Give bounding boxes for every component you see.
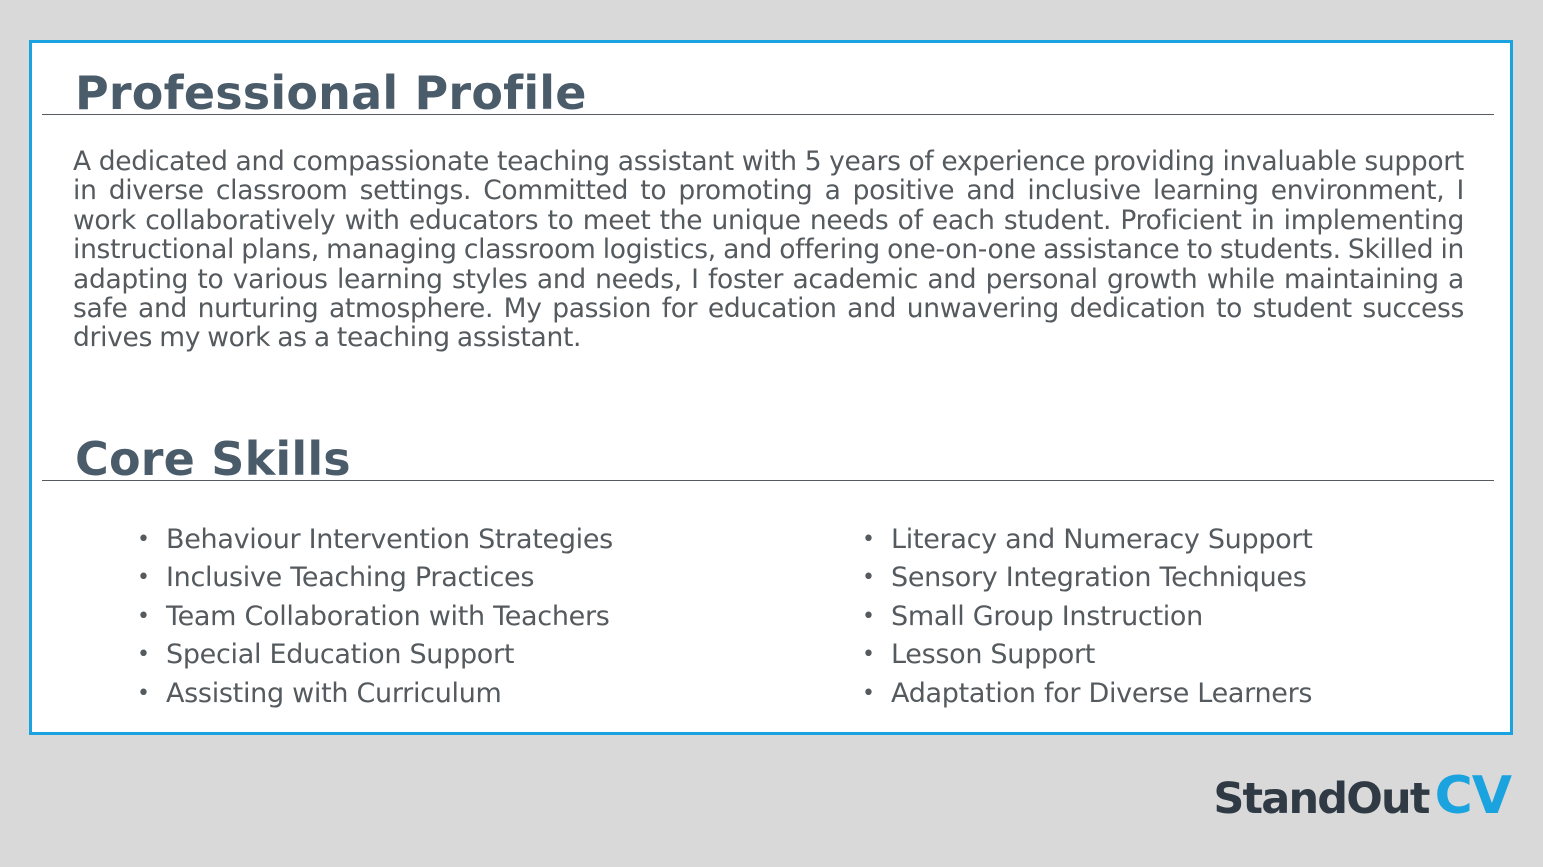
skill-item [862, 559, 1312, 597]
bullet-icon: • [137, 527, 150, 552]
skill-item [137, 521, 613, 559]
skill-item [137, 559, 613, 597]
skill-item [862, 521, 1312, 559]
skills-divider [42, 480, 1494, 481]
bullet-icon: • [137, 680, 150, 706]
bullet-icon: • [862, 680, 875, 706]
skill-item [137, 675, 613, 713]
skill-item [862, 598, 1312, 636]
skill-label: Small Group Instruction [891, 600, 1203, 632]
bullet-icon: • [137, 642, 150, 668]
skill-label: Special Education Support [166, 639, 515, 671]
skill-item [137, 598, 613, 636]
skill-label: Lesson Support [891, 639, 1096, 671]
brand-suffix: CV [1434, 766, 1511, 826]
skill-label: Assisting with Curriculum [166, 677, 502, 709]
skill-label: Behaviour Intervention Strategies [166, 524, 613, 555]
brand-name: StandOut [1213, 774, 1429, 824]
skill-label: Sensory Integration Techniques [891, 562, 1307, 594]
bullet-icon: • [862, 642, 875, 668]
brand-logo [1213, 766, 1511, 826]
skill-label: Adaptation for Diverse Learners [891, 677, 1313, 709]
profile-summary: A dedicated and compassionate teaching assistant with 5 years of experience providing invaluable support in diverse classroom settings. Committed to promoting a positive and inclusive learning environment, I work collaboratively with educators to meet the unique needs of each student. Proficient in implementing instructional plans, managing classroom logistics, and offering one-on-one assistance to students. Skilled in adapting to various learning styles and needs, I foster academic and personal growth while maintaining a safe and nurturing atmosphere. My passion for education and unwavering dedication to student success drives my work as a teaching assistant. [73, 146, 1464, 354]
skill-item [862, 636, 1312, 674]
skill-label: Literacy and Numeracy Support [891, 524, 1313, 555]
skill-item [862, 675, 1312, 713]
bullet-icon: • [862, 565, 875, 591]
bullet-icon: • [862, 527, 875, 552]
skill-label: Team Collaboration with Teachers [166, 600, 610, 632]
bullet-icon: • [137, 603, 150, 629]
profile-heading: Professional Profile [75, 66, 587, 120]
cv-section-card [29, 40, 1513, 735]
bullet-icon: • [862, 603, 875, 629]
skills-list-left [137, 521, 613, 713]
bullet-icon: • [137, 565, 150, 591]
profile-divider [42, 114, 1494, 115]
skills-list-right [862, 521, 1312, 713]
skill-item [137, 636, 613, 674]
skill-label: Inclusive Teaching Practices [166, 562, 535, 594]
skills-heading: Core Skills [75, 432, 351, 486]
